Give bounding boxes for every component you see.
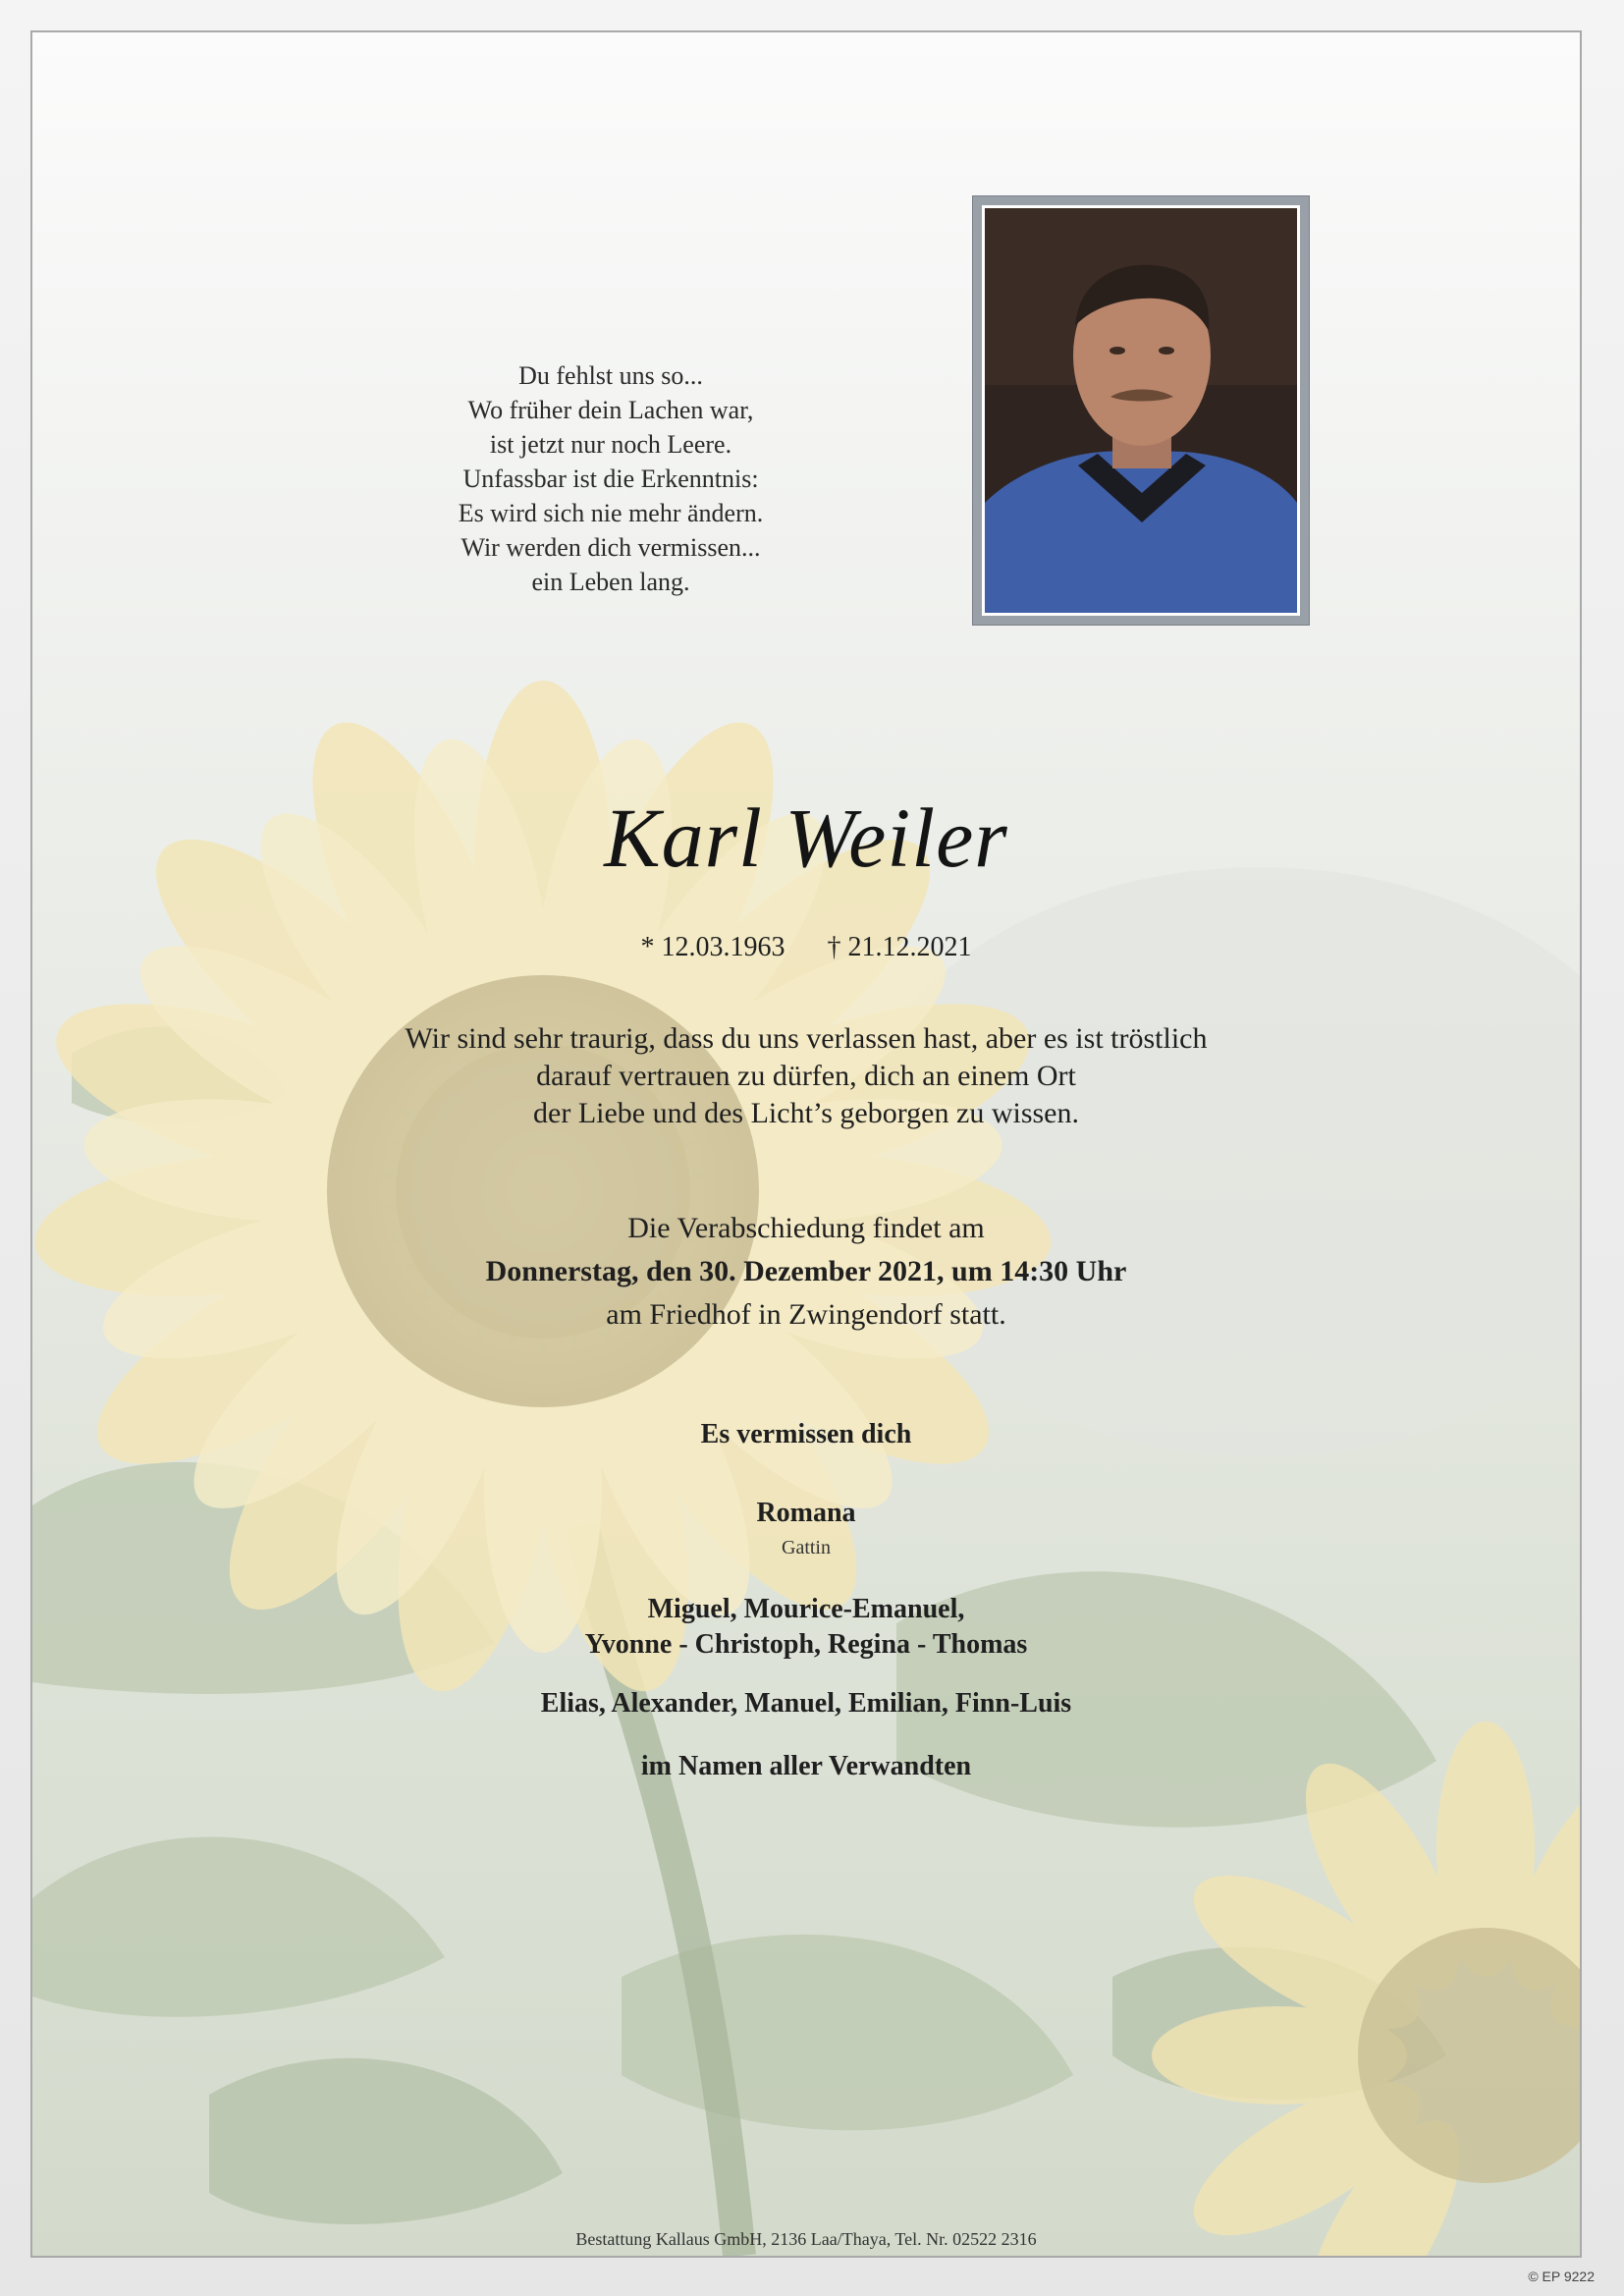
portrait-frame — [973, 196, 1309, 625]
template-code: © EP 9222 — [1528, 2269, 1595, 2284]
farewell-notice — [32, 1207, 1580, 1337]
spouse-role: Gattin — [782, 1537, 831, 1558]
portrait-photo — [985, 208, 1297, 613]
page-frame — [30, 30, 1582, 2258]
children-line-2: Yvonne - Christoph, Regina - Thomas — [584, 1629, 1028, 1660]
farewell-datetime: Donnerstag, den 30. Dezember 2021, um 14:30 Uhr — [485, 1255, 1127, 1287]
farewell-location: am Friedhof in Zwingendorf statt. — [606, 1298, 1006, 1331]
death-date: † 21.12.2021 — [827, 932, 972, 962]
children-line-1: Miguel, Mourice-Emanuel, — [647, 1594, 965, 1624]
undertaker-footer: Bestattung Kallaus GmbH, 2136 Laa/Thaya, Tel. Nr. 02522 2316 — [575, 2229, 1037, 2249]
life-dates — [32, 932, 1580, 963]
memorial-poem: Du fehlst uns so... Wo früher dein Lachen war, ist jetzt nur noch Leere. Unfassbar ist die Erkenntnis: Es wird sich nie mehr ändern. Wir werden dich vermissen... ein Leben lang. — [458, 361, 764, 596]
relatives-note: im Namen aller Verwandten — [640, 1751, 972, 1781]
portrait-mat — [982, 205, 1300, 616]
children-list — [32, 1592, 1580, 1663]
grandchildren-list: Elias, Alexander, Manuel, Emilian, Finn-Luis — [540, 1688, 1072, 1719]
spouse-name: Romana — [756, 1498, 856, 1528]
mourners-heading: Es vermissen dich — [700, 1419, 912, 1449]
deceased-name: Karl Weiler — [604, 791, 1008, 885]
farewell-intro: Die Verabschiedung findet am — [627, 1212, 985, 1244]
condolence-message: Wir sind sehr traurig, dass du uns verlassen hast, aber es ist tröstlich darauf vertrauen zu dürfen, dich an einem Ort der Liebe und des Licht’s geborgen zu wissen. — [405, 1022, 1208, 1129]
birth-date: * 12.03.1963 — [640, 932, 785, 962]
